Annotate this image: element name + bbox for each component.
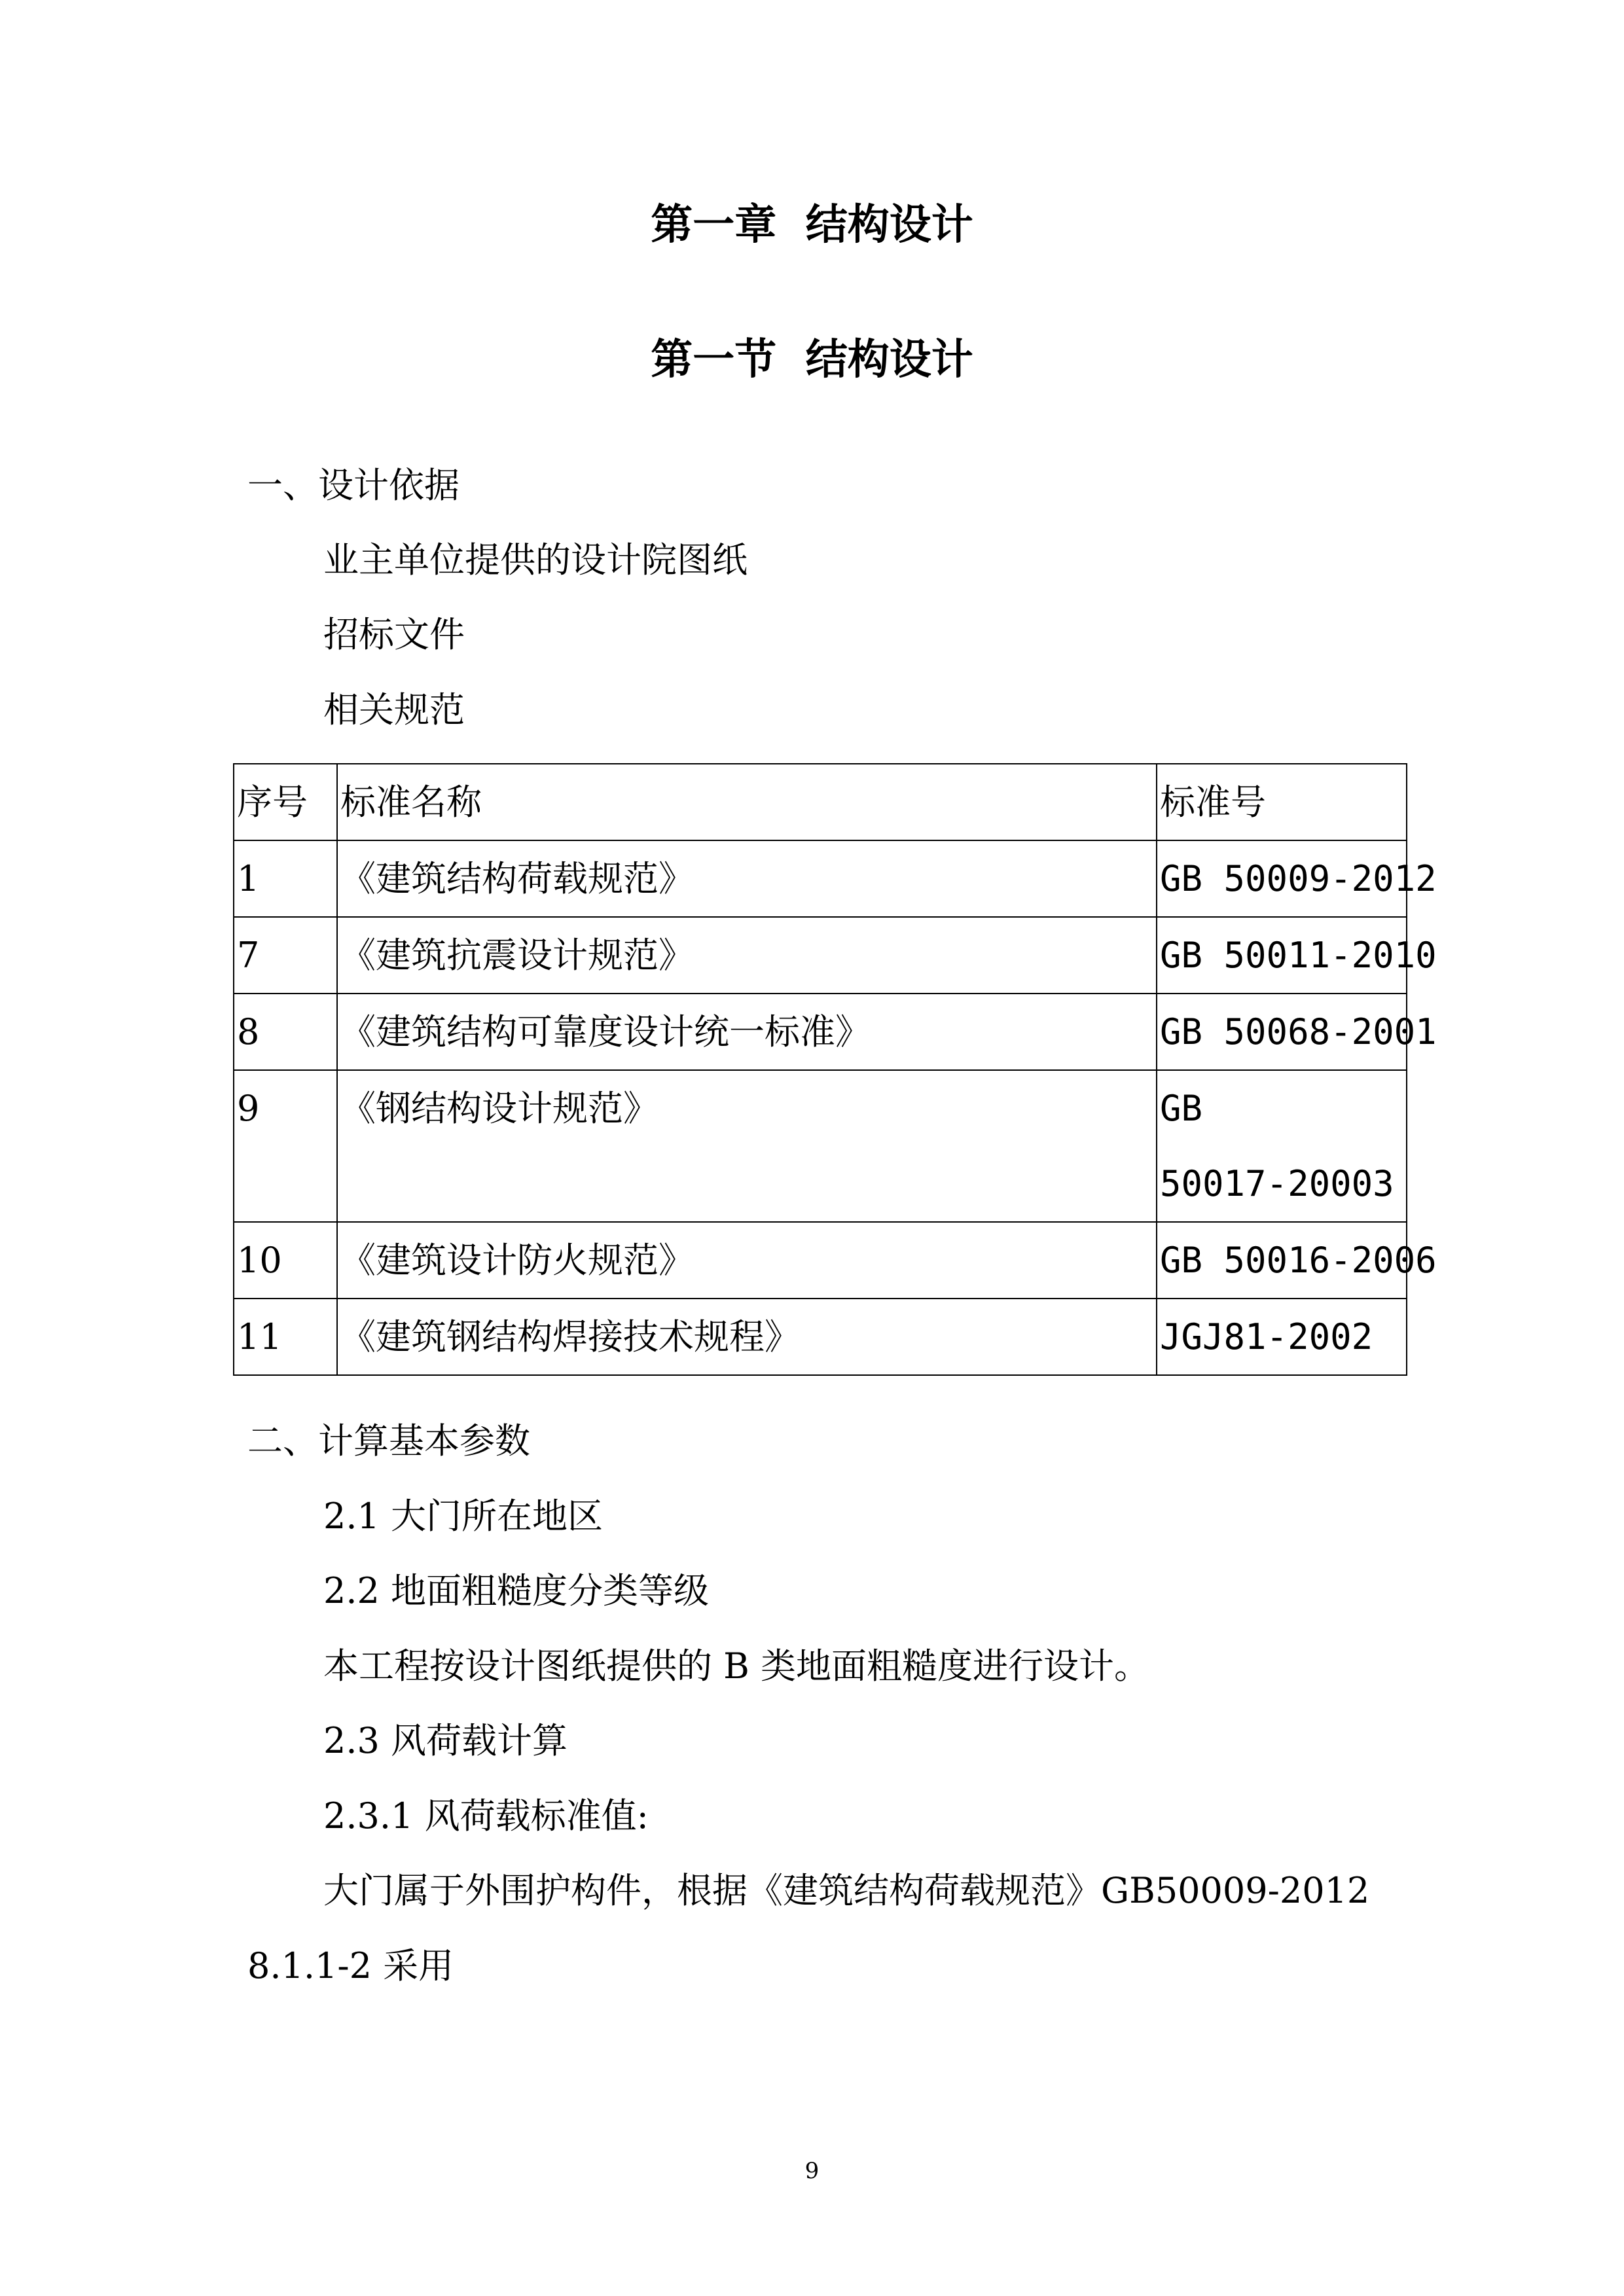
row-number: 1 [234,840,337,917]
part2-line: 大门属于外围护构件，根据《建筑结构荷载规范》GB50009-2012 [323,1870,1370,1911]
row-standard-name: 《建筑设计防火规范》 [337,1222,1157,1299]
header-cell-number: 序号 [234,764,337,840]
row-number: 11 [234,1299,337,1375]
row-standard-name: 《建筑结构荷载规范》 [337,840,1157,917]
row-standard-name: 《钢结构设计规范》 [337,1070,1157,1222]
table-row [234,994,1407,1070]
row-number: 8 [234,994,337,1070]
row-standard-name: 《建筑抗震设计规范》 [337,917,1157,994]
part2-line: 本工程按设计图纸提供的 B 类地面粗糙度进行设计。 [323,1645,1150,1687]
part2-line: 2.3 风荷载计算 [323,1720,568,1761]
row-standard-code-line1: GB [1160,1088,1203,1129]
row-standard-code: GB 50016-2006 [1157,1222,1407,1299]
table-row [234,840,1407,917]
row-standard-code-line2: 50017-20003 [1160,1163,1394,1204]
row-number: 7 [234,917,337,994]
part1-item: 相关规范 [323,689,465,730]
table-row [234,917,1407,994]
row-standard-name: 《建筑结构可靠度设计统一标准》 [337,994,1157,1070]
row-number: 10 [234,1222,337,1299]
standards-table [233,763,1437,1376]
part1-item: 业主单位提供的设计院图纸 [323,539,748,581]
table-row [234,1299,1407,1375]
header-cell-code: 标准号 [1157,764,1407,840]
part1-heading: 一、设计依据 [247,465,460,506]
part1-item: 招标文件 [323,614,465,655]
part2-line: 2.1 大门所在地区 [323,1496,604,1537]
row-standard-code: JGJ81-2002 [1157,1299,1407,1375]
part2-line: 8.1.1-2 采用 [247,1945,454,1986]
row-standard-code: GB 50068-2001 [1157,994,1407,1070]
chapter-title: 第一章 结构设计 [651,201,973,249]
row-number: 9 [234,1070,337,1222]
row-standard-code [1157,1070,1407,1222]
table-header-row [234,764,1407,840]
row-standard-code: GB 50009-2012 [1157,840,1407,917]
row-standard-code: GB 50011-2010 [1157,917,1407,994]
part2-heading: 二、计算基本参数 [247,1420,530,1462]
header-cell-name: 标准名称 [337,764,1157,840]
section-title: 第一节 结构设计 [651,336,973,384]
part2-line: 2.3.1 风荷载标准值: [323,1795,649,1837]
part2-line: 2.2 地面粗糙度分类等级 [323,1570,710,1611]
table-row [234,1222,1407,1299]
table-row [234,1070,1407,1222]
page-number: 9 [804,2158,820,2184]
row-standard-name: 《建筑钢结构焊接技术规程》 [337,1299,1157,1375]
